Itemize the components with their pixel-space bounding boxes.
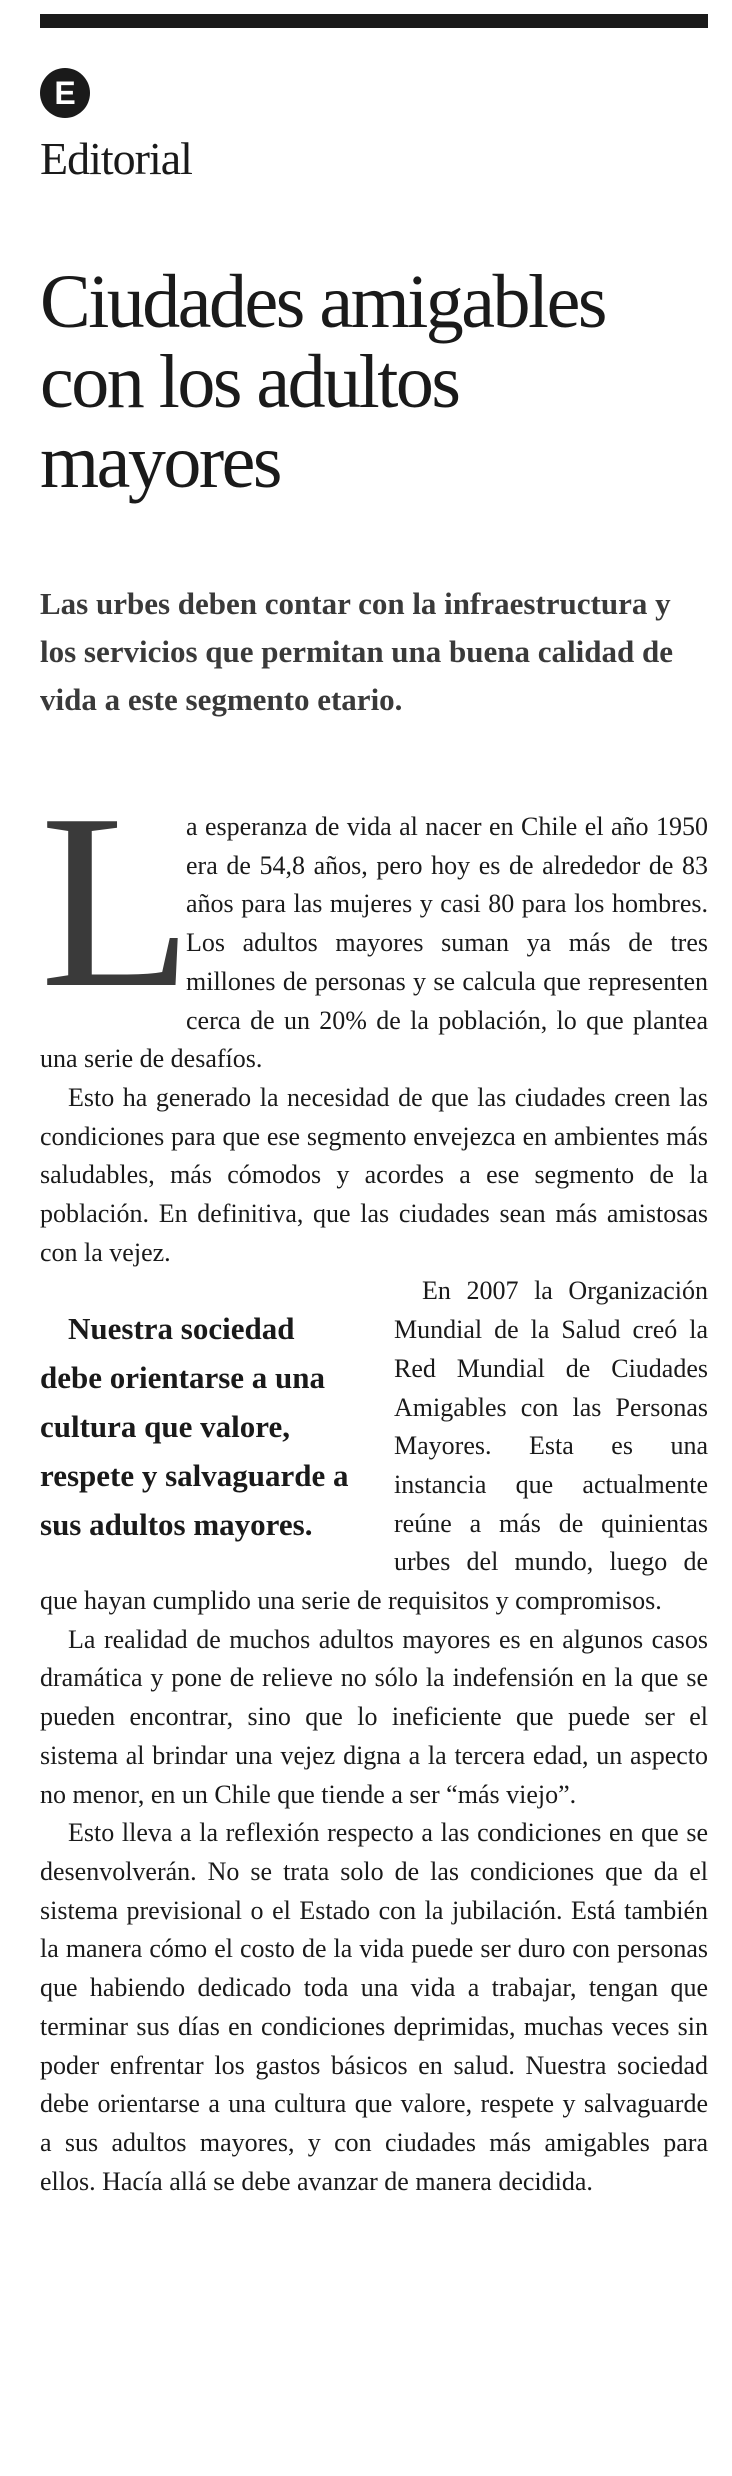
body-paragraph-4: La realidad de muchos adultos mayores es en algunos casos dramática y pone de relieve no sólo la indefensión en la que se pueden encontrar, sino que lo ineficiente que puede ser el sistema al brindar una vejez digna a la tercera edad, un aspecto no menor, en un Chile que tiende a ser “más viejo”. — [40, 1624, 708, 1809]
article-body — [40, 763, 708, 2201]
body-paragraph-3-text: En 2007 la Organización Mundial de la Salud creó la Red Mundial de Ciudades Amigables con las Personas Mayores. Esta es una instancia que actualmente reúne a más de quinientas urbes del mundo, luego de que hayan cumplido una serie de requisitos y compromisos. — [40, 1276, 708, 1616]
body-paragraph-1-text: a esperanza de vida al nacer en Chile el año 1950 era de 54,8 años, pero hoy es de alrededor de 83 años para las mujeres y casi 80 para los hombres. Los adultos mayores suman ya más de tres millones de personas y se calcula que representen cerca de un 20% de la población, lo que plantea una serie de desafíos. — [40, 812, 708, 1074]
drop-cap: L — [40, 763, 193, 1040]
body-paragraph-1 — [40, 763, 708, 1079]
section-label: Editorial — [40, 133, 192, 184]
section-badge-icon: E — [40, 68, 90, 118]
article-headline: Ciudades amigables con los adultos mayores — [40, 260, 605, 504]
body-paragraph-3 — [40, 1272, 708, 1620]
top-rule — [40, 14, 708, 28]
body-paragraph-2: Esto ha generado la necesidad de que las ciudades creen las condiciones para que ese segmento envejezca en ambientes más saludables, más cómodos y acordes a ese segmento de la población. En definitiva, que las ciudades sean más amistosas con la vejez. — [40, 1082, 708, 1267]
pull-quote: Nuestra sociedad debe orientarse a una cultura que valore, respete y salvaguarde a sus adultos mayores. — [40, 1311, 349, 1543]
body-paragraph-5: Esto lleva a la reflexión respecto a las condiciones en que se desenvolverán. No se trata solo de las condiciones que da el sistema previsional o el Estado con la jubilación. Está también la manera cómo el costo de la vida puede ser duro con personas que habiendo dedicado toda una vida a trabajar, tengan que terminar sus días en condiciones deprimidas, muchas veces sin poder enfrentar los gastos básicos en salud. Nuestra sociedad debe orientarse a una cultura que valore, respete y salvaguarde a sus adultos mayores, y con ciudades más amigables para ellos. Hacía allá se debe avanzar de manera decidida. — [40, 1818, 708, 2196]
article-deck: Las urbes deben contar con la infraestructura y los servicios que permitan una buena calidad de vida a este segmento etario. — [40, 586, 673, 717]
